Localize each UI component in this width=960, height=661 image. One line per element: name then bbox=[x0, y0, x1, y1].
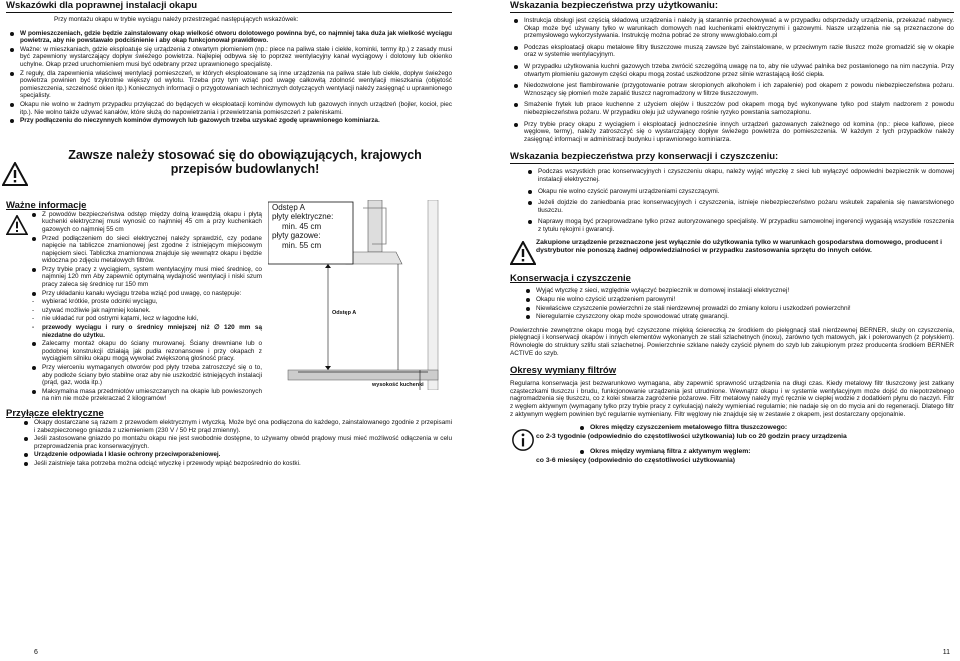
list-item: - przewody wyciągu i rury o średnicy mniejszej niż ∅ 120 mm są niezdatne do użytku. bbox=[28, 324, 262, 339]
list-item: Ważne: w mieszkaniach, gdzie eksploatuje się urządzenia z otwartym płomieniem (np.: piece na paliwa stałe i ciekłe, kominki, termy itp.) z zasady musi być zapewniony wystarczający dopływ świeżego powietrza. Najlepiej odbywa się to poprzez wentylacyjny kanał wyciągowy i dolotowy lub okienko uchylne. Okap przed uruchomieniem musi być odebrany przez uprawnionego specjalistę. bbox=[6, 46, 452, 69]
installation-warnings bbox=[6, 30, 452, 126]
distance-a-label: Odstęp A bbox=[272, 202, 305, 212]
list-item: Jeśli zaistnieje taka potrzeba można odciąć wtyczkę i przewody wpiąć bezpośrednio do kostki. bbox=[20, 460, 452, 468]
cleaning-safety-title: Wskazania bezpieczeństwa przy konserwacji i czyszczeniu: bbox=[510, 151, 954, 164]
list-item: Zalecamy montaż okapu do ściany murowanej. Ściany drewniane lub o podobnej konstrukcji działają jak pudła rezonansowe i przy okapach z wyciągiem silniku okapu mogą wywołać zwiększoną głośność pracy. bbox=[28, 340, 262, 363]
list-item: Przy trybie pracy z wyciągiem, system wentylacyjny musi mieć średnicę, co najmniej 120 mm Aby zapewnić optymalną wydajność wentylacji i niski szum pracy zaleca się średnicę rur 150 mm bbox=[28, 266, 262, 289]
dash-list bbox=[28, 298, 262, 339]
list-item: Przy układaniu kanału wyciągu trzeba wziąć pod uwagę, co następuje: bbox=[28, 290, 262, 298]
list-item: - wybierać krótkie, proste odcinki wyciągu, bbox=[28, 298, 262, 306]
list-item: Smażenie frytek lub prace kuchenne z użyciem olejów i tłuszczów pod okapem mogą być wykonywane tylko pod stałym nadzorem z powodu niebezpieczeństwa pożaru. W przypadku oleju już używanego rośnie ryzyko powstania samozapłonu. bbox=[510, 101, 954, 116]
distance-a-figure-label: Odstęp A bbox=[332, 309, 357, 316]
gas-min-label: min. 55 cm bbox=[282, 240, 322, 250]
household-warning bbox=[510, 239, 954, 265]
list-item: - używać możliwie jak najmniej kolanek. bbox=[28, 307, 262, 315]
list-item: Przy trybie pracy okapu z wyciągiem i eksploatacji jednocześnie innych urządzeń gazowanych zależnego od komina (np.: piece kaflowe, piece węglowe, termy), należy zatroszczyć się o wystarczający dopływ świeżego powietrza do pomieszczenia. W każdym z tych przypadków należy zasięgnąć informacji w administracji budynku i uprawnionego kominiarza. bbox=[510, 121, 954, 144]
electric-min-label: min. 45 cm bbox=[282, 221, 322, 231]
left-page bbox=[6, 0, 452, 661]
list-item: Z reguły, dla zapewnienia właściwej wentylacji pomieszczeń, w których eksploatowane są inne urządzenia na paliwa stałe lub ciekłe, dopływ świeżego powietrza powinien być trzykrotnie większy od wylotu. Trzeba przy tym wziąć pod uwagę całkowitą zdolność wentylacji mieszkania (objętość pomieszczenia, szczelność okien itp.) Koniecznych informacji o przygotowaniach technicznych dotyczących wentylacji należy zasięgnąć u uprawnionego specjalisty. bbox=[6, 70, 452, 100]
list-item: Instrukcja obsługi jest częścią składową urządzenia i należy ją starannie przechowywać a w przypadku odsprzedaży urządzenia, przekazać nabywcy. Okap może być używany tylko w warunkach domowych nad kuchenkami elektrycznymi i gazowymi. Nasze urządzenia nie są przeznaczone do przemysłowego wykorzystywania. Instrukcję można pobrać ze strony www.globalo.com.pl bbox=[510, 17, 954, 40]
list-item: W pomieszczeniach, gdzie będzie zainstalowany okap wielkość otworu dolotowego powinna być, co najmniej taka duża jak wielkość wyciągu powietrza, aby nie powstawało podciśnienie i aby okap funkcjonował prawidłowo. bbox=[6, 30, 452, 45]
right-title: Wskazania bezpieczeństwa przy użytkowaniu: bbox=[510, 0, 954, 13]
warning-icon bbox=[6, 215, 28, 235]
info-icon bbox=[510, 428, 536, 452]
list-item: Niewłaściwe czyszczenie powierzchni ze stali nierdzewnej prowadzi do zmiany koloru i uszkodzeń powierzchni! bbox=[522, 305, 954, 313]
maintenance-bullets bbox=[510, 287, 954, 320]
metal-filter-interval: co 2-3 tygodnie (odpowiednio do częstotliwości użytkowania) lub co 20 godzin pracy urządzenia bbox=[536, 433, 847, 441]
list-item: Okapu nie wolno czyścić parowymi urządzeniami czyszczącymi. bbox=[524, 188, 954, 196]
list-item: Przed podłączeniem do sieci elektrycznej należy sprawdzić, czy podane napięcie na tabliczce znamionowej jest zgodne z istniejącym miejscowym napięciem sieci. Tabliczka znamionowa znajduje się wewnątrz okapu i będzie widoczna po zdjęciu metalowych filtrów. bbox=[28, 235, 262, 265]
list-item: Jeżeli dojdzie do zaniedbania prac konserwacyjnych i czyszczenia, istnieje niebezpieczeństwo pożaru wskutek zapalenia się nawarstwionego tłuszczu. bbox=[524, 199, 954, 214]
stove-height-label: wysokość kuchenki bbox=[372, 381, 424, 388]
list-item: Jeśli zastosowane gniazdo po montażu okapu nie jest swobodnie dostępne, to używamy obwód prądowy musi mieć możliwość odłączenia w celu przeprowadzenia prac konserwacyjnych. bbox=[20, 435, 452, 450]
filter-title: Okresy wymiany filtrów bbox=[510, 365, 617, 377]
list-item: Okapu nie wolno w żadnym przypadku przyłączać do będących w eksploatacji kominów dymowych lub gazowych innych urządzeń (bojler, kocioł, piec itp.). Nie wolno także używać kanałów, które służą do napowietrzania i przewietrzania pomieszczeń z paleniskami. bbox=[6, 101, 452, 116]
electric-plates-label: płyty elektryczne: bbox=[272, 212, 334, 222]
list-item: Naprawy mogą być przeprowadzane tylko przez autoryzowanego specjalistę. W przypadku samowolnej ingerencji wygasają wszystkie roszczenia z tytułu rękojmi i gwarancji. bbox=[524, 218, 954, 233]
warning-icon bbox=[510, 241, 536, 265]
list-item: Niedozwolone jest flambirowanie (przygotowanie potraw skropionych alkoholem i ich zapalenie) pod okapem z powodu niebezpieczeństwa pożaru. Wznoszący się płomień może zapalić tłuszcz nagromadzony w filtrze tłuszczowym. bbox=[510, 82, 954, 97]
info-bullets-2 bbox=[28, 340, 262, 403]
list-item: Okapu nie wolno czyścić urządzeniem parowymi! bbox=[522, 296, 954, 304]
list-item: Nieregularnie czyszczony okap może spowodować utratę gwarancji. bbox=[522, 313, 954, 321]
metal-filter-label: Okres między czyszczeniem metalowego filtra tłuszczowego: bbox=[576, 424, 954, 432]
electrical-bullets bbox=[6, 419, 452, 468]
household-warning-text: Zakupione urządzenie przeznaczone jest wyłącznie do użytkowania tylko w warunkach gospodarstwa domowego, producent i dystrybutor nie ponoszą żadnej odpowiedzialności w przypadku zastosowania sprzętu do innych celów. bbox=[536, 239, 943, 255]
list-item: Maksymalna masa przedmiotów umieszczanych na okapie lub powieszonych na nim nie może przekraczać 2 kilogramów! bbox=[28, 388, 262, 403]
intro-text: Przy montażu okapu w trybie wyciągu należy przestrzegać następujących wskazówek: bbox=[54, 16, 299, 23]
left-title: Wskazówki dla poprawnej instalacji okapu bbox=[6, 0, 452, 13]
callout-row bbox=[6, 148, 452, 186]
gas-plates-label: płyty gazowe: bbox=[272, 231, 321, 241]
carbon-filter-label: Okres między wymianą filtra z aktywnym węglem: bbox=[576, 448, 954, 456]
page-number-right: 11 bbox=[942, 649, 950, 657]
cleaning-safety-bullets bbox=[510, 168, 954, 233]
page-number-left: 6 bbox=[34, 649, 38, 657]
maintenance-title: Konserwacja i czyszczenie bbox=[510, 273, 631, 285]
install-bullets bbox=[6, 30, 452, 126]
callout-text: Zawsze należy stosować się do obowiązujących, krajowych przepisów budowlanych! bbox=[68, 147, 422, 176]
maintenance-paragraph: Powierzchnie zewnętrzne okapu mogą być czyszczone miękką ściereczką ze środkiem do pielęgnacji stali nierdzewnej BERNER, służy on czyszczenia, pielęgnacji i konserwacji okapów i innych elementów wykonanych ze stali szlachetnych (inoxu), zarówno tych matowych, jak i polerowanych (z połyskiem). Równolegle do struktury szlifu stali szlachetnej. Powierzchnie szklane należy czyścić płynem do szyb lub zakupionym przez producenta środkiem BERNER ACTIVE do szyb. bbox=[510, 326, 954, 357]
warning-icon bbox=[2, 162, 28, 186]
filter-intervals bbox=[510, 424, 954, 465]
list-item: Podczas wszystkich prac konserwacyjnych i czyszczeniu okapu, należy wyjąć wtyczkę z sieci lub wyłączyć odpowiedni bezpiecznik w domowej instalacji elektrycznej. bbox=[524, 168, 954, 183]
list-item: Urządzenie odpowiada I klasie ochrony przeciwporażeniowej. bbox=[20, 451, 452, 459]
list-item: - nie układać rur pod ostrymi kątami, lecz w łagodne łuki, bbox=[28, 315, 262, 323]
list-item: Z powodów bezpieczeństwa odstęp między dolną krawędzią okapu i płytą kuchenki elektrycznej musi wynosić co najmniej 45 cm a przy kuchenkach gazowych co najmniej 55 cm bbox=[28, 211, 262, 234]
info-bullets bbox=[28, 211, 262, 298]
list-item: Wyjąć wtyczkę z sieci, względnie wyłączyć bezpiecznik w domowej instalacji elektrycznej! bbox=[522, 287, 954, 295]
list-item: Przy podłączeniu do nieczynnych kominów dymowych lub gazowych trzeba uzyskać zgodę uprawnionego kominiarza. bbox=[6, 117, 452, 125]
info-title: Ważne informacje bbox=[6, 199, 87, 211]
list-item: W przypadku użytkowania kuchni gazowych trzeba zwrócić szczególną uwagę na to, aby nie używać palnika bez postawionego na nim naczynia. Przy otwartym płomieniu gazowym części okapu mogą zostać uszkodzone przez silnie wzrastającą ilość ciepła. bbox=[510, 63, 954, 78]
filter-paragraph: Regularna konserwacja jest bezwarunkowo wymagana, aby zapewnić sprawność urządzenia na długi czas. Kiedy metalowy filtr tłuszczowy jest zatkany cząsteczkami tłuszczu i brudu, funkcjonowanie urządzenia jest utrudnione. Wewnątrz okapu i w systemie wentylacyjnym może dojść do niepotrzebnego nagromadzenia się tłuszczu, co z kolei stwarza zagrożenie pożarowe. Filtr metalowy należy myć ręcznie w ciepłej wodzie z dodatkiem płynu do naczyń. Filtr z węglem aktywnym (wymagany tylko przy trybie pracy z cyrkulacją) należy wymieniać regularnie; nie nadaje się on do mycia ani do regeneracji. Dlatego filtr z aktywnym węglem powinien być regularnie wymieniany. Filtr węglowy nie znajduje się w zestawie z okapem, jest dostarczany opcjonalnie. bbox=[510, 380, 954, 418]
list-item: Okapy dostarczane są razem z przewodem elektrycznym i wtyczką. Może być ona podłączona do każdego, zainstalowanego zgodnie z przepisami i zabezpieczonego gniazda z uziemieniem (230 V / 50 Hz prąd zmienny). bbox=[20, 419, 452, 434]
carbon-filter-interval: co 3-6 miesięcy (odpowiednio do częstotliwości użytkowania) bbox=[536, 456, 736, 464]
interval-list bbox=[536, 424, 954, 432]
info-and-figure bbox=[6, 200, 452, 404]
hood-distance-figure bbox=[268, 200, 448, 390]
list-item: Podczas eksploatacji okapu metalowe filtry tłuszczowe muszą zawsze być zainstalowane, w przeciwnym razie tłuszcz może gromadzić się w okapie oraz w systemie wentylacyjnym. bbox=[510, 44, 954, 59]
usage-bullets bbox=[510, 17, 954, 143]
electrical-title: Przyłącze elektryczne bbox=[6, 407, 104, 419]
list-item: Przy wierceniu wymaganych otworów pod płyty trzeba zatroszczyć się o to, aby podłoże ściany było stabilne oraz aby nie uszkodzić istniejących instalacji (prąd, gaz, woda itp.) bbox=[28, 364, 262, 387]
distance-label-box bbox=[272, 203, 352, 251]
right-page bbox=[510, 0, 954, 661]
info-column bbox=[6, 200, 262, 404]
